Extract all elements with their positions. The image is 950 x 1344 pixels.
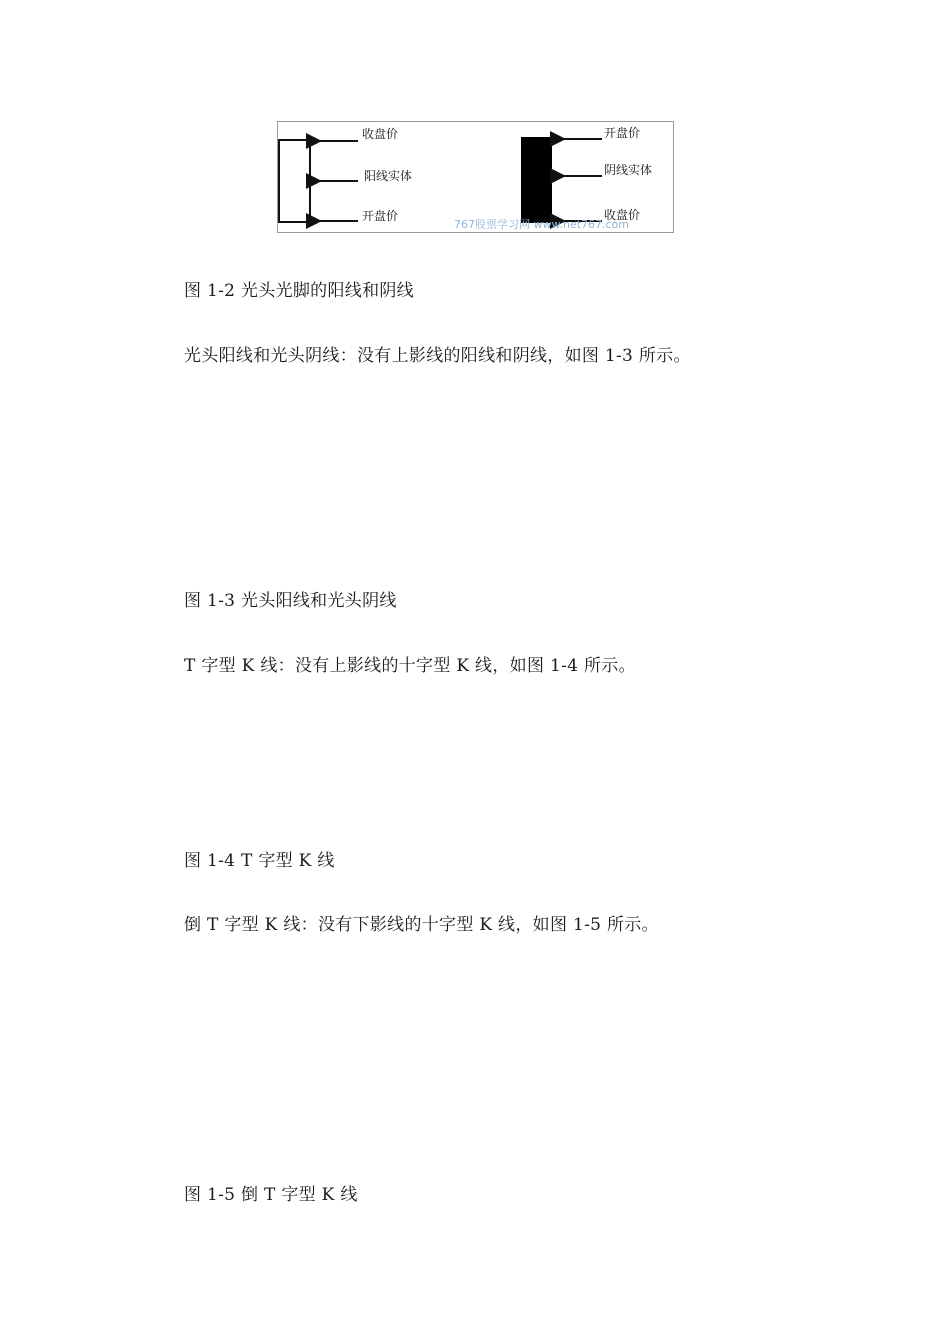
- paragraph-figure-1-5: 倒 T 字型 K 线：没有下影线的十字型 K 线，如图 1-5 所示。: [184, 915, 659, 935]
- caption-figure-1-4: 图 1-4 T 字型 K 线: [184, 851, 335, 871]
- paragraph-figure-1-3: 光头阳线和光头阴线：没有上影线的阳线和阴线，如图 1-3 所示。: [184, 346, 691, 366]
- yang-candle-body: [279, 140, 310, 222]
- yang-body-label: 阳线实体: [364, 169, 413, 183]
- watermark-text: 767股票学习网 www.net767.com: [454, 218, 630, 231]
- yang-open-label: 开盘价: [362, 209, 399, 223]
- yin-body-label: 阴线实体: [604, 163, 653, 177]
- yin-close-label: 收盘价: [604, 208, 641, 222]
- paragraph-figure-1-4: T 字型 K 线：没有上影线的十字型 K 线，如图 1-4 所示。: [184, 656, 636, 676]
- candlestick-diagram: [278, 122, 675, 234]
- caption-figure-1-5: 图 1-5 倒 T 字型 K 线: [184, 1185, 358, 1205]
- yin-candle-body: [521, 137, 552, 223]
- caption-figure-1-3: 图 1-3 光头阳线和光头阴线: [184, 591, 397, 611]
- yang-close-label: 收盘价: [362, 127, 399, 141]
- caption-figure-1-2: 图 1-2 光头光脚的阳线和阴线: [184, 281, 414, 301]
- yin-open-label: 开盘价: [604, 126, 641, 140]
- figure-1-2-image: [277, 121, 674, 233]
